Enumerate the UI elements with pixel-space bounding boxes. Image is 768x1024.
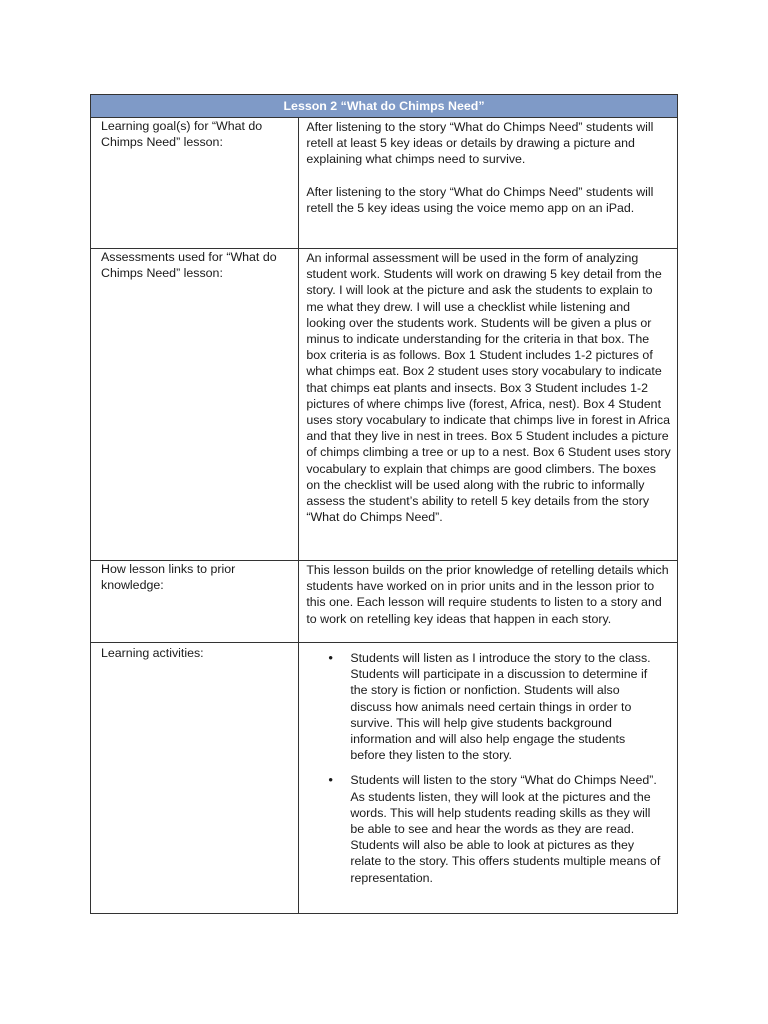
learning-goals-label: Learning goal(s) for “What do Chimps Need” lesson:: [91, 118, 299, 249]
table-header-row: [91, 95, 678, 118]
table-row-learning-goals: [91, 118, 678, 249]
learning-activities-label: Learning activities:: [91, 643, 299, 914]
learning-goals-content: [299, 118, 678, 249]
lesson-title: Lesson 2 “What do Chimps Need”: [91, 95, 678, 118]
learning-goal-paragraph-2: After listening to the story “What do Chimps Need” students will retell the 5 key ideas using the voice memo app on an iPad.: [306, 184, 654, 215]
learning-activities-content: [299, 643, 678, 914]
assessments-label: Assessments used for “What do Chimps Need” lesson:: [91, 249, 299, 561]
prior-knowledge-label: How lesson links to prior knowledge:: [91, 561, 299, 643]
table-row-assessments: [91, 249, 678, 561]
activity-text: Students will listen to the story “What do Chimps Need”. As students listen, they will look at the pictures and the words. This will help students reading skills as they will be able to see and hear the words as they are read. Students will also be able to look at pictures as they relate to the story. This offers students multiple means of representation.: [350, 773, 661, 885]
learning-goal-paragraph-1: After listening to the story “What do Chimps Need” students will retell at least 5 key ideas or details by drawing a picture and explaining what chimps need to survive.: [306, 120, 654, 167]
activity-text: Students will listen as I introduce the story to the class. Students will participate in a discussion to determine if the story is fiction or nonfiction. Students will also discuss how animals need certain things in order to survive. This will help give students background information and will also help engage the students before they listen to the story.: [350, 651, 651, 763]
bullet-icon: •: [328, 772, 333, 788]
lesson-plan-table: [90, 94, 678, 914]
table-row-prior-knowledge: [91, 561, 678, 643]
table-row-learning-activities: [91, 643, 678, 914]
assessments-paragraph: An informal assessment will be used in the form of analyzing student work. Students will work on drawing 5 key detail from the story. I will look at the picture and ask the students to explain to me what they drew. I will use a checklist while listening and looking over the students work. Students will be given a plus or minus to indicate understanding for the criteria in that box. The box criteria is as follows. Box 1 Student includes 1-2 pictures of what chimps eat. Box 2 student uses story vocabulary to indicate that chimps eat plants and insects. Box 3 Student includes 1-2 pictures of where chimps live (forest, Africa, nest). Box 4 Student uses story vocabulary to indicate that chimps live in forest in Africa and that they live in nest in trees. Box 5 Student includes a picture of chimps climbing a tree or up to a nest. Box 6 Student uses story vocabulary to explain that chimps are good climbers. The boxes on the checklist will be used along with the rubric to informally assess the student’s ability to retell 5 key details from the story “What do Chimps Need”.: [306, 251, 671, 525]
activity-list: [306, 650, 671, 886]
assessments-content: [299, 249, 678, 561]
prior-knowledge-paragraph: This lesson builds on the prior knowledge of retelling details which students have worked on in prior units and in the lesson prior to this one. Each lesson will require students to listen to a story and to work on retelling key ideas that happen in each story.: [306, 563, 669, 626]
list-item: [306, 772, 671, 885]
list-item: [306, 650, 671, 763]
prior-knowledge-content: [299, 561, 678, 643]
bullet-icon: •: [328, 650, 333, 665]
